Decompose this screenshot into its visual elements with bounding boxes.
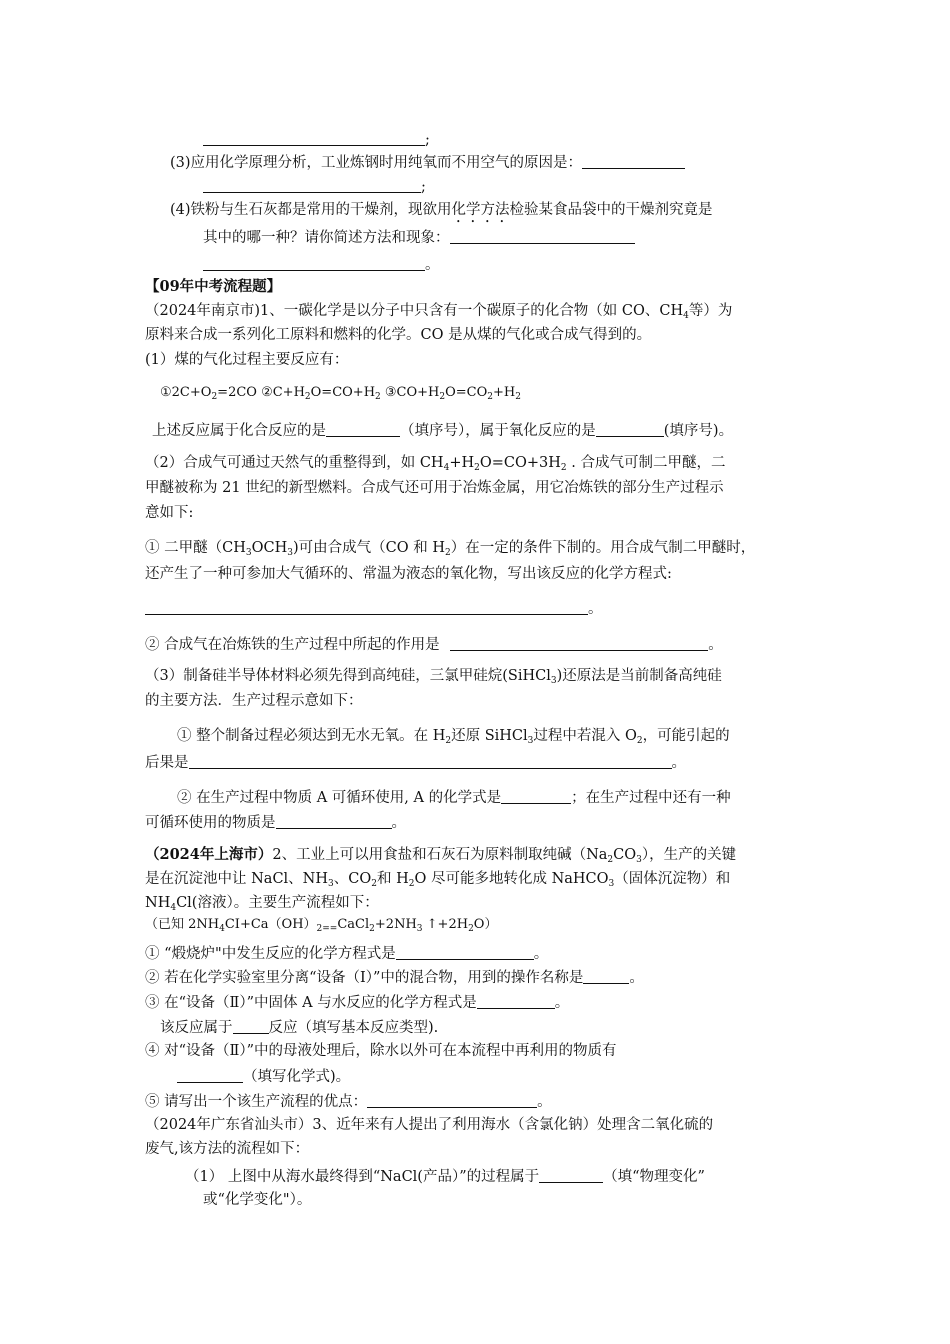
blank[interactable] <box>177 1068 243 1083</box>
blank[interactable] <box>326 422 400 437</box>
shanghai-q1: ① “煅烧炉"中发生反应的化学方程式是 。 <box>145 946 549 962</box>
nanjing-q2-l3: 意如下: <box>145 505 194 521</box>
nanjing-q2-l1: （2）合成气可通过天然气的重整得到，如 $CH_4+H_2O=CO+3H_2$ . 合成气可制二甲醚，二 <box>145 455 726 473</box>
blank[interactable] <box>276 814 392 829</box>
question-4: (4)铁粉与生石灰都是常用的干燥剂，现欲用化学方法检验某食品袋中的干燥剂究竟是 <box>170 202 713 218</box>
nanjing-q3-2-l2: 可循环使用的物质是 。 <box>145 815 406 831</box>
question-3: (3)应用化学原理分析，工业炼钢时用纯氧而不用空气的原因是： <box>170 154 685 171</box>
nanjing-q3-l2: 的主要方法．生产过程示意如下： <box>145 693 363 709</box>
shanghai-intro-1: （2024年上海市）2、工业上可以用食盐和石灰石为原料制取纯碱$(Na_2CO_3)$，生产的关键 <box>145 846 737 865</box>
shanghai-q2: ② 若在化学实验室里分离“设备（I）”中的混合物，用到的操作名称是 。 <box>145 970 644 986</box>
shantou-intro-1: （2024年广东省汕头市）3、近年来有人提出了利用海水（含氯化钠）处理含二氧化硫的 <box>145 1117 714 1133</box>
blank[interactable] <box>203 178 421 193</box>
blank[interactable] <box>450 636 708 651</box>
shanghai-q5: ⑤ 请写出一个该生产流程的优点： 。 <box>145 1094 552 1110</box>
section-title: 【09年中考流程题】 <box>145 278 282 295</box>
blank[interactable] <box>203 256 425 271</box>
blank[interactable] <box>450 229 635 244</box>
nanjing-q3-1-l1: ① 整个制备过程必须达到无水无氧。在 $H_2$还原 SiHCl$_3$过程中若混入 $O_2$，可能引起的 <box>177 728 730 746</box>
nanjing-q2-1-l2: 还产生了一种可参加大气循环的、常温为液态的氧化物，写出该反应的化学方程式: <box>145 566 672 582</box>
blank[interactable] <box>189 754 672 769</box>
shanghai-intro-2: 是在沉淀池中让 NaCl、$NH_3$、$CO_2$和 $H_2O$ 尽可能多地转化成 NaHCO$_3$（固体沉淀物）和 <box>145 871 731 889</box>
shanghai-known: （已知 $2NH_4CI+Ca(OH)_{2==}CaCl_2+2NH_3$ $↑+2H_2O$） <box>145 917 498 934</box>
nanjing-intro-1: （2024年南京市)1、一碳化学是以分子中只含有一个碳原子的化合物（如 CO、$CH_4$等）为 <box>145 303 733 321</box>
shanghai-q4-l2: （填写化学式)。 <box>177 1068 350 1085</box>
blank[interactable] <box>477 994 555 1009</box>
question-4-line2: 其中的哪一种？请你简述方法和现象： <box>203 229 635 246</box>
shanghai-intro-3: $NH_4Cl$(溶液）。主要生产流程如下： <box>145 895 379 913</box>
answer-line-2: ; <box>203 178 426 195</box>
nanjing-q3-1-l2: 后果是 。 <box>145 755 686 771</box>
nanjing-q1: (1）煤的气化过程主要反应有： <box>145 352 349 368</box>
nanjing-intro-2: 原料来合成一系列化工原料和燃料的化学。CO 是从煤的气化或合成气得到的。 <box>145 327 652 343</box>
shanghai-q3: ③ 在“设备（Ⅱ）”中固体 A 与水反应的化学方程式是 。 <box>145 995 570 1011</box>
nanjing-q3-2-l1: ② 在生产过程中物质 A 可循环使用, A 的化学式是 ；在生产过程中还有一种 <box>177 790 731 806</box>
blank[interactable] <box>539 1168 603 1183</box>
shantou-q1-l2: 或“化学变化"）。 <box>203 1192 312 1208</box>
blank[interactable] <box>582 154 685 169</box>
nanjing-reactions: $①2C+O_2=2CO$ $②C+H_2O=CO+H_2$ $③CO+H_2O=CO_2+H_2$ <box>160 385 521 402</box>
blank[interactable] <box>233 1019 269 1034</box>
nanjing-q2-1-answer: 。 <box>145 600 603 617</box>
nanjing-q3-l1: （3）制备硅半导体材料必须先得到高纯硅，三氯甲硅烷(SiHCl$_3$)还原法是当前制备高纯硅 <box>145 668 722 686</box>
answer-line-3: 。 <box>203 256 440 273</box>
answer-line-1: ; <box>203 131 430 148</box>
shantou-intro-2: 废气,该方法的流程如下： <box>145 1141 310 1157</box>
blank[interactable] <box>501 789 571 804</box>
blank[interactable] <box>203 131 425 146</box>
blank[interactable] <box>396 945 534 960</box>
blank[interactable] <box>596 422 664 437</box>
blank[interactable] <box>145 600 588 615</box>
nanjing-q1b: 上述反应属于化合反应的是 （填序号），属于氧化反应的是 (填序号)。 <box>152 423 734 439</box>
blank[interactable] <box>367 1093 537 1108</box>
nanjing-q2-1-l1: ① 二甲醚$(CH_3OCH_3)$可由合成气（CO 和 $H_2$）在一定的条件下制的。用合成气制二甲醚时， <box>145 540 756 558</box>
shanghai-q3b: 该反应属于 反应（填写基本反应类型). <box>160 1020 439 1036</box>
nanjing-q2-l2: 甲醚被称为 21 世纪的新型燃料。合成气还可用于冶炼金属，用它冶炼铁的部分生产过程示 <box>145 480 724 496</box>
shanghai-q4: ④ 对“设备（Ⅱ）”中的母液处理后，除水以外可在本流程中再利用的物质有 <box>145 1043 617 1059</box>
nanjing-q2-2: ② 合成气在冶炼铁的生产过程中所起的作用是 。 <box>145 637 723 653</box>
blank[interactable] <box>583 969 629 984</box>
shantou-q1: （1） 上图中从海水最终得到“NaCl(产品）”的过程属于 （填“物理变化” <box>185 1169 705 1185</box>
emphasis-text: 化学方法 <box>451 202 510 218</box>
